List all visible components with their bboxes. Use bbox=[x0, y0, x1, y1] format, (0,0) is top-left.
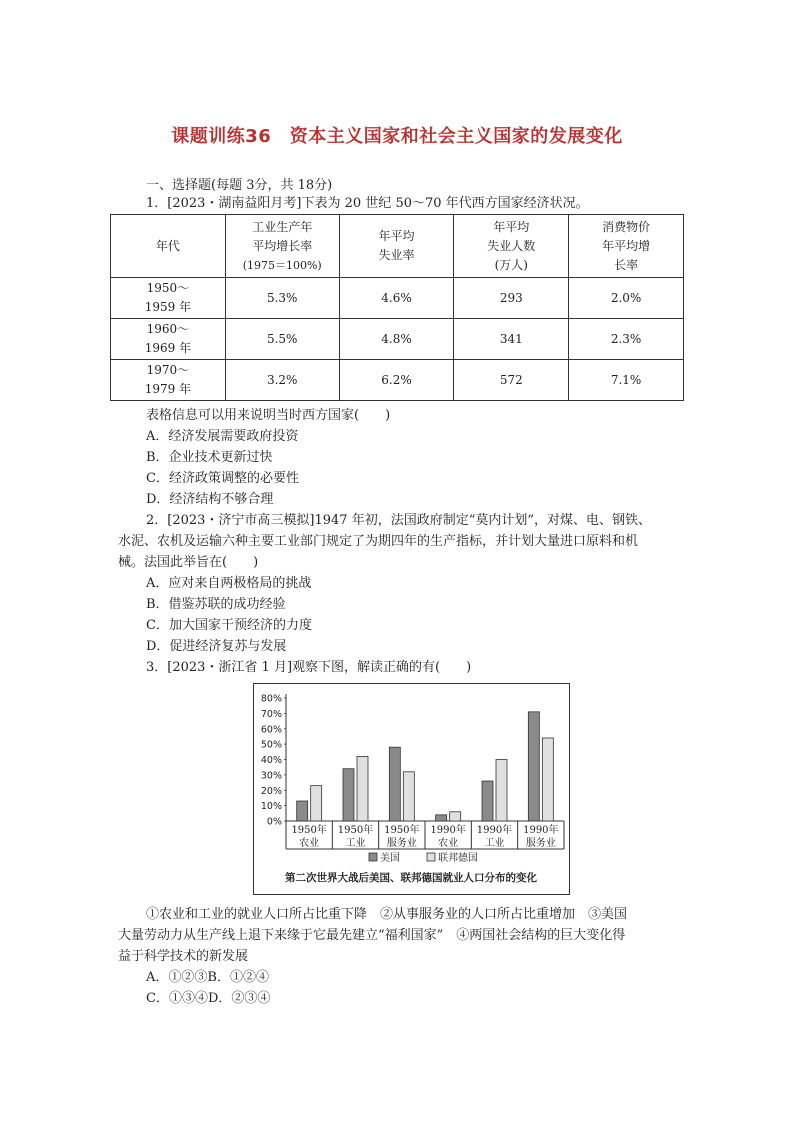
bar-usa bbox=[482, 781, 493, 821]
q3-statements-line-2: 大量劳动力从生产线上退下来缘于它最先建立“福利国家” ④两国社会结构的巨大变化得 bbox=[118, 928, 626, 943]
cell-unemployed-count: 293 bbox=[454, 278, 569, 319]
x-tick-label-year: 1950年 bbox=[384, 825, 420, 836]
y-tick-label: 60% bbox=[260, 724, 282, 736]
q1-option-d[interactable]: D．经济结构不够合理 bbox=[146, 492, 274, 507]
q3-option-ab[interactable]: A．①②③B．①②④ bbox=[146, 970, 269, 985]
chart-title: 第二次世界大战后美国、联邦德国就业人口分布的变化 bbox=[285, 872, 537, 884]
bar-usa bbox=[436, 815, 447, 821]
y-tick-label: 0% bbox=[266, 816, 282, 828]
x-tick-label-sector: 工业 bbox=[484, 838, 505, 849]
q3-stem: 3．[2023・浙江省 1 月]观察下图，解读正确的有( ) bbox=[146, 660, 472, 675]
bar-usa bbox=[343, 769, 354, 821]
bar-west-germany bbox=[496, 760, 507, 822]
bar-west-germany bbox=[403, 772, 414, 821]
cell-growth: 3.2% bbox=[225, 360, 339, 401]
q1-option-c[interactable]: C．经济政策调整的必要性 bbox=[146, 471, 299, 486]
cell-unemployed-count: 572 bbox=[454, 360, 569, 401]
q2-option-d[interactable]: D．促进经济复苏与发展 bbox=[146, 639, 287, 654]
cell-unemployment-rate: 4.8% bbox=[339, 319, 454, 360]
q2-option-a[interactable]: A．应对来自两极格局的挑战 bbox=[146, 576, 312, 591]
y-tick-label: 40% bbox=[260, 755, 282, 766]
bar-usa bbox=[528, 712, 539, 821]
x-tick-label-year: 1990年 bbox=[476, 825, 513, 836]
cell-period: 1950～ 1959 年 bbox=[111, 278, 226, 319]
cell-growth: 5.5% bbox=[225, 319, 339, 360]
q3-statements-line-1: ①农业和工业的就业人口所占比重下降 ②从事服务业的人口所占比重增加 ③美国 bbox=[146, 907, 628, 922]
x-tick-label-year: 1950年 bbox=[337, 825, 374, 836]
bar-west-germany bbox=[542, 738, 553, 821]
header-unemployed-count: 年平均 失业人数 (万人) bbox=[454, 215, 569, 278]
legend-label: 联邦德国 bbox=[438, 853, 478, 864]
page-title: 课题训练36 资本主义国家和社会主义国家的发展变化 bbox=[171, 126, 623, 147]
bar-west-germany bbox=[450, 812, 461, 821]
bar-usa bbox=[389, 747, 400, 821]
q3-option-cd[interactable]: C．①③④D．②③④ bbox=[146, 991, 271, 1006]
x-tick-label-year: 1990年 bbox=[430, 825, 466, 836]
cell-growth: 5.3% bbox=[225, 278, 339, 319]
y-tick-label: 50% bbox=[260, 739, 282, 751]
legend-swatch bbox=[369, 853, 377, 861]
x-tick-label-year: 1990年 bbox=[523, 825, 559, 836]
q1-question: 表格信息可以用来说明当时西方国家( ) bbox=[146, 408, 391, 423]
header-growth: 工业生产年 平均增长率 (1975＝100%) bbox=[225, 215, 339, 278]
legend-label: 美国 bbox=[380, 853, 400, 864]
employment-chart-svg bbox=[254, 684, 569, 894]
cell-unemployed-count: 341 bbox=[454, 319, 569, 360]
y-tick-label: 20% bbox=[260, 785, 282, 797]
table-row bbox=[111, 360, 684, 401]
cell-cpi: 2.0% bbox=[569, 278, 684, 319]
section-heading: 一、选择题(每题 3分，共 18分) bbox=[146, 178, 333, 193]
employment-chart bbox=[253, 683, 570, 895]
q3-statements-line-3: 益于科学技术的新发展 bbox=[118, 949, 249, 964]
legend-swatch bbox=[427, 853, 435, 861]
q1-option-b[interactable]: B．企业技术更新过快 bbox=[146, 450, 273, 465]
cell-period: 1960～ 1969 年 bbox=[111, 319, 226, 360]
cell-cpi: 7.1% bbox=[569, 360, 684, 401]
cell-period: 1970～ 1979 年 bbox=[111, 360, 226, 401]
header-period: 年代 bbox=[111, 215, 226, 278]
q2-stem-line-3: 械。法国此举旨在( ) bbox=[118, 555, 259, 570]
q1-option-a[interactable]: A．经济发展需要政府投资 bbox=[146, 429, 299, 444]
table-header-row bbox=[111, 215, 684, 278]
x-tick-label-sector: 农业 bbox=[299, 838, 320, 849]
table-row bbox=[111, 278, 684, 319]
x-tick-label-sector: 服务业 bbox=[525, 838, 556, 849]
y-tick-label: 30% bbox=[260, 770, 282, 782]
bar-west-germany bbox=[311, 786, 322, 821]
q1-stem: 1．[2023・湖南益阳月考]下表为 20 世纪 50～70 年代西方国家经济状况。 bbox=[146, 196, 589, 211]
y-tick-label: 70% bbox=[260, 708, 282, 720]
x-tick-label-sector: 工业 bbox=[345, 838, 366, 849]
bar-west-germany bbox=[357, 756, 368, 821]
x-tick-label-sector: 服务业 bbox=[386, 838, 417, 849]
cell-unemployment-rate: 4.6% bbox=[339, 278, 454, 319]
q2-stem-line-1: 2．[2023・济宁市高三模拟]1947 年初，法国政府制定“莫内计划”，对煤、电、钢铁、 bbox=[146, 513, 652, 528]
q2-option-c[interactable]: C．加大国家干预经济的力度 bbox=[146, 618, 312, 633]
header-unemployment-rate: 年平均 失业率 bbox=[339, 215, 454, 278]
economy-table bbox=[110, 214, 684, 401]
y-tick-label: 10% bbox=[260, 801, 282, 813]
x-tick-label-year: 1950年 bbox=[291, 825, 327, 836]
q2-option-b[interactable]: B．借鉴苏联的成功经验 bbox=[146, 597, 286, 612]
table-row bbox=[111, 319, 684, 360]
cell-cpi: 2.3% bbox=[569, 319, 684, 360]
cell-unemployment-rate: 6.2% bbox=[339, 360, 454, 401]
y-tick-label: 80% bbox=[260, 693, 282, 705]
bar-usa bbox=[297, 801, 308, 821]
header-cpi: 消费物价 年平均增 长率 bbox=[569, 215, 684, 278]
x-tick-label-sector: 农业 bbox=[438, 838, 459, 849]
q2-stem-line-2: 水泥、农机及运输六种主要工业部门规定了为期四年的生产指标，并计划大量进口原料和机 bbox=[118, 534, 639, 549]
